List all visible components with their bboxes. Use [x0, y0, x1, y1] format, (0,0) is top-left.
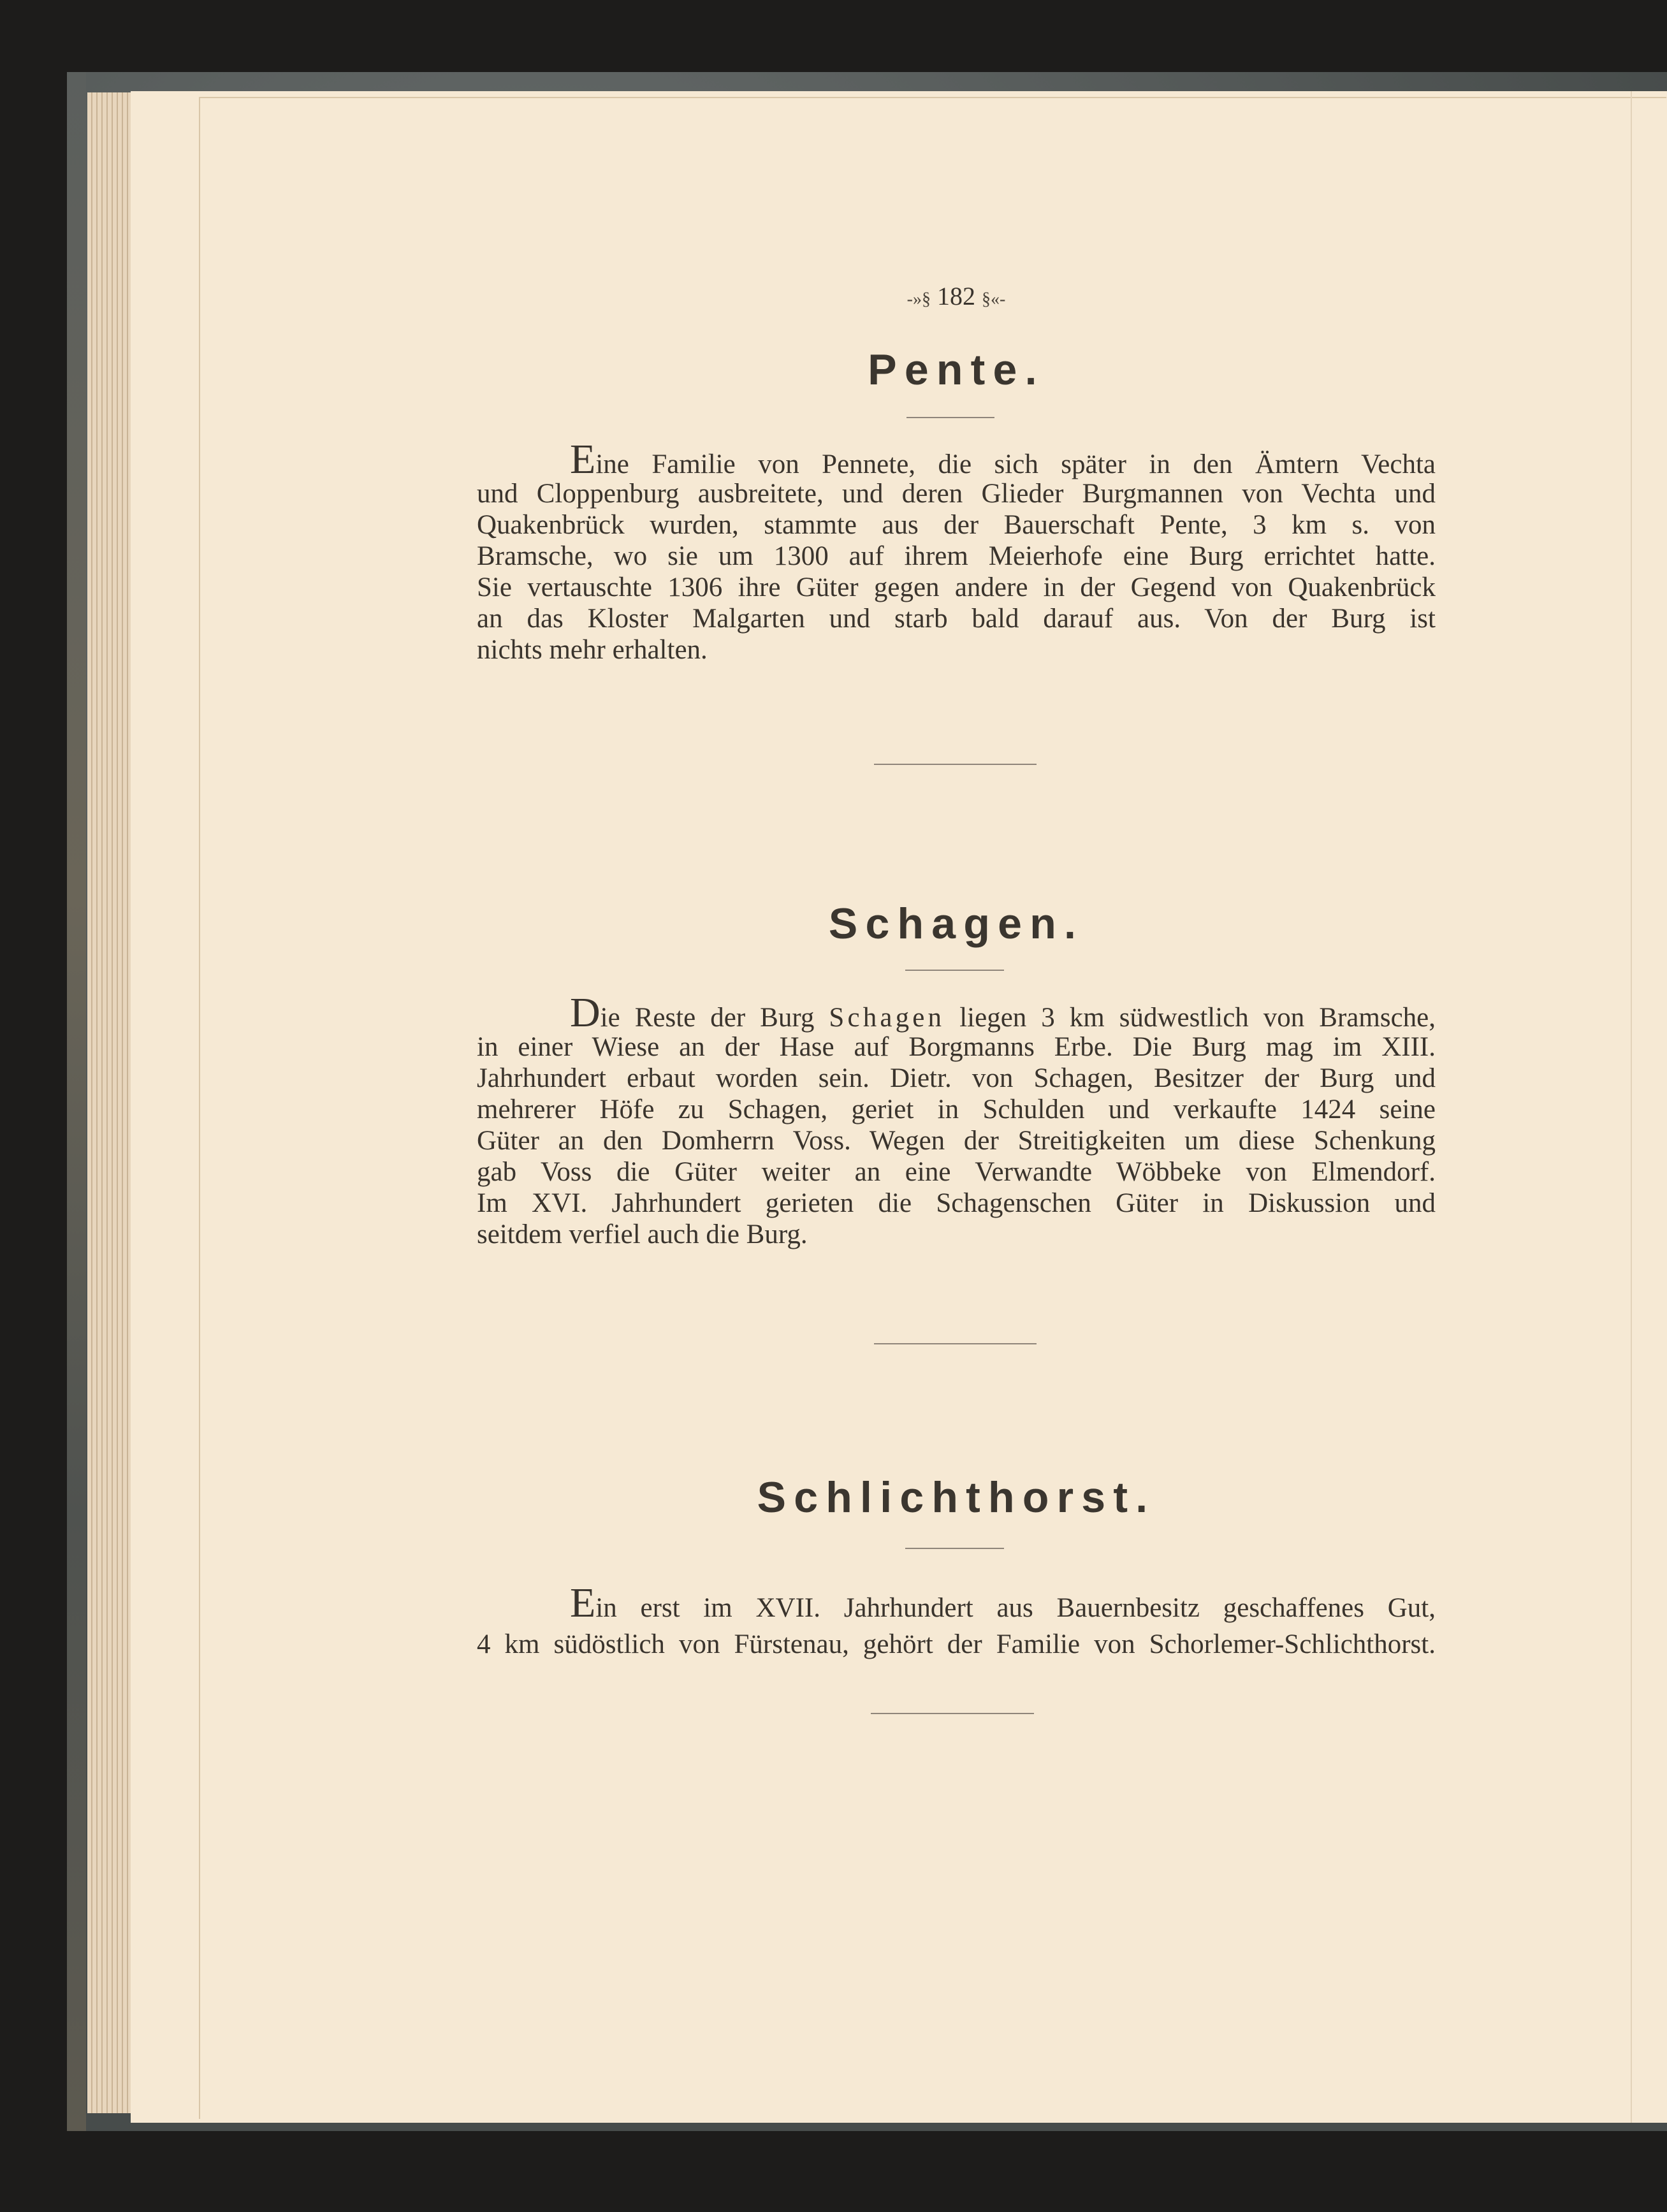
- title-rule: [906, 417, 994, 418]
- section-divider: [874, 1343, 1037, 1344]
- paragraph-line: in einer Wiese an der Hase auf Borgmanns Erbe. Die Burg mag im XIII.: [477, 1032, 1436, 1062]
- initial-letter: E: [570, 436, 596, 483]
- page-stack-edges: [87, 92, 132, 2113]
- paragraph-line: Eine Familie von Pennete, die sich später in den Ämtern Vechta: [570, 436, 1436, 483]
- paragraph-line: 4 km südöstlich von Fürstenau, gehört der Familie von Schorlemer-Schlichthorst.: [477, 1629, 1436, 1659]
- paragraph-line: Sie vertauschte 1306 ihre Güter gegen andere in der Gegend von Quakenbrück: [477, 572, 1436, 602]
- paragraph-line: Jahrhundert erbaut worden sein. Dietr. von Schagen, Besitzer der Burg und: [477, 1063, 1436, 1093]
- cover-edge: [67, 72, 86, 2131]
- paragraph-line: Bramsche, wo sie um 1300 auf ihrem Meierhofe eine Burg errichtet hatte.: [477, 541, 1436, 571]
- paragraph-line: nichts mehr erhalten.: [477, 635, 708, 665]
- paragraph-line: Die Reste der Burg Schagen liegen 3 km südwestlich von Bramsche,: [570, 989, 1436, 1036]
- title-rule: [905, 1548, 1004, 1549]
- paragraph-line: gab Voss die Güter weiter an eine Verwandte Wöbbeke von Elmendorf.: [477, 1157, 1436, 1187]
- initial-letter: E: [570, 1580, 596, 1626]
- paragraph-line: Im XVI. Jahrhundert gerieten die Schagenschen Güter in Diskussion und: [477, 1188, 1436, 1218]
- section-title-pente: Pente.: [868, 346, 1045, 394]
- section-divider: [871, 1713, 1034, 1714]
- paragraph-pente: [477, 436, 1436, 666]
- paragraph-schagen: [477, 989, 1436, 1250]
- page-number: 182: [937, 282, 975, 310]
- paragraph-line: Güter an den Domherrn Voss. Wegen der Streitigkeiten um diese Schenkung: [477, 1126, 1436, 1156]
- paragraph-line: an das Kloster Malgarten und starb bald darauf aus. Von der Burg ist: [477, 604, 1436, 634]
- paragraph-line: und Cloppenburg ausbreitete, und deren Glieder Burgmannen von Vechta und: [477, 479, 1436, 509]
- section-title-schagen: Schagen.: [828, 899, 1084, 948]
- page-fold-line: [1631, 91, 1632, 2123]
- paragraph-line: seitdem verfiel auch die Burg.: [477, 1219, 808, 1249]
- title-rule: [905, 970, 1004, 971]
- initial-letter: D: [570, 989, 601, 1036]
- ornament-left: -»§: [906, 289, 931, 309]
- paragraph-schlichthorst: [477, 1580, 1436, 1663]
- paragraph-line: mehrerer Höfe zu Schagen, geriet in Schulden und verkaufte 1424 seine: [477, 1095, 1436, 1124]
- paragraph-line: Quakenbrück wurden, stammte aus der Bauerschaft Pente, 3 km s. von: [477, 510, 1436, 540]
- ornament-right: §«-: [982, 289, 1006, 309]
- section-divider: [874, 764, 1037, 765]
- page-number-header: [829, 280, 1084, 316]
- paragraph-line: Ein erst im XVII. Jahrhundert aus Bauernbesitz geschaffenes Gut,: [570, 1580, 1436, 1626]
- section-title-schlichthorst: Schlichthorst.: [757, 1473, 1156, 1522]
